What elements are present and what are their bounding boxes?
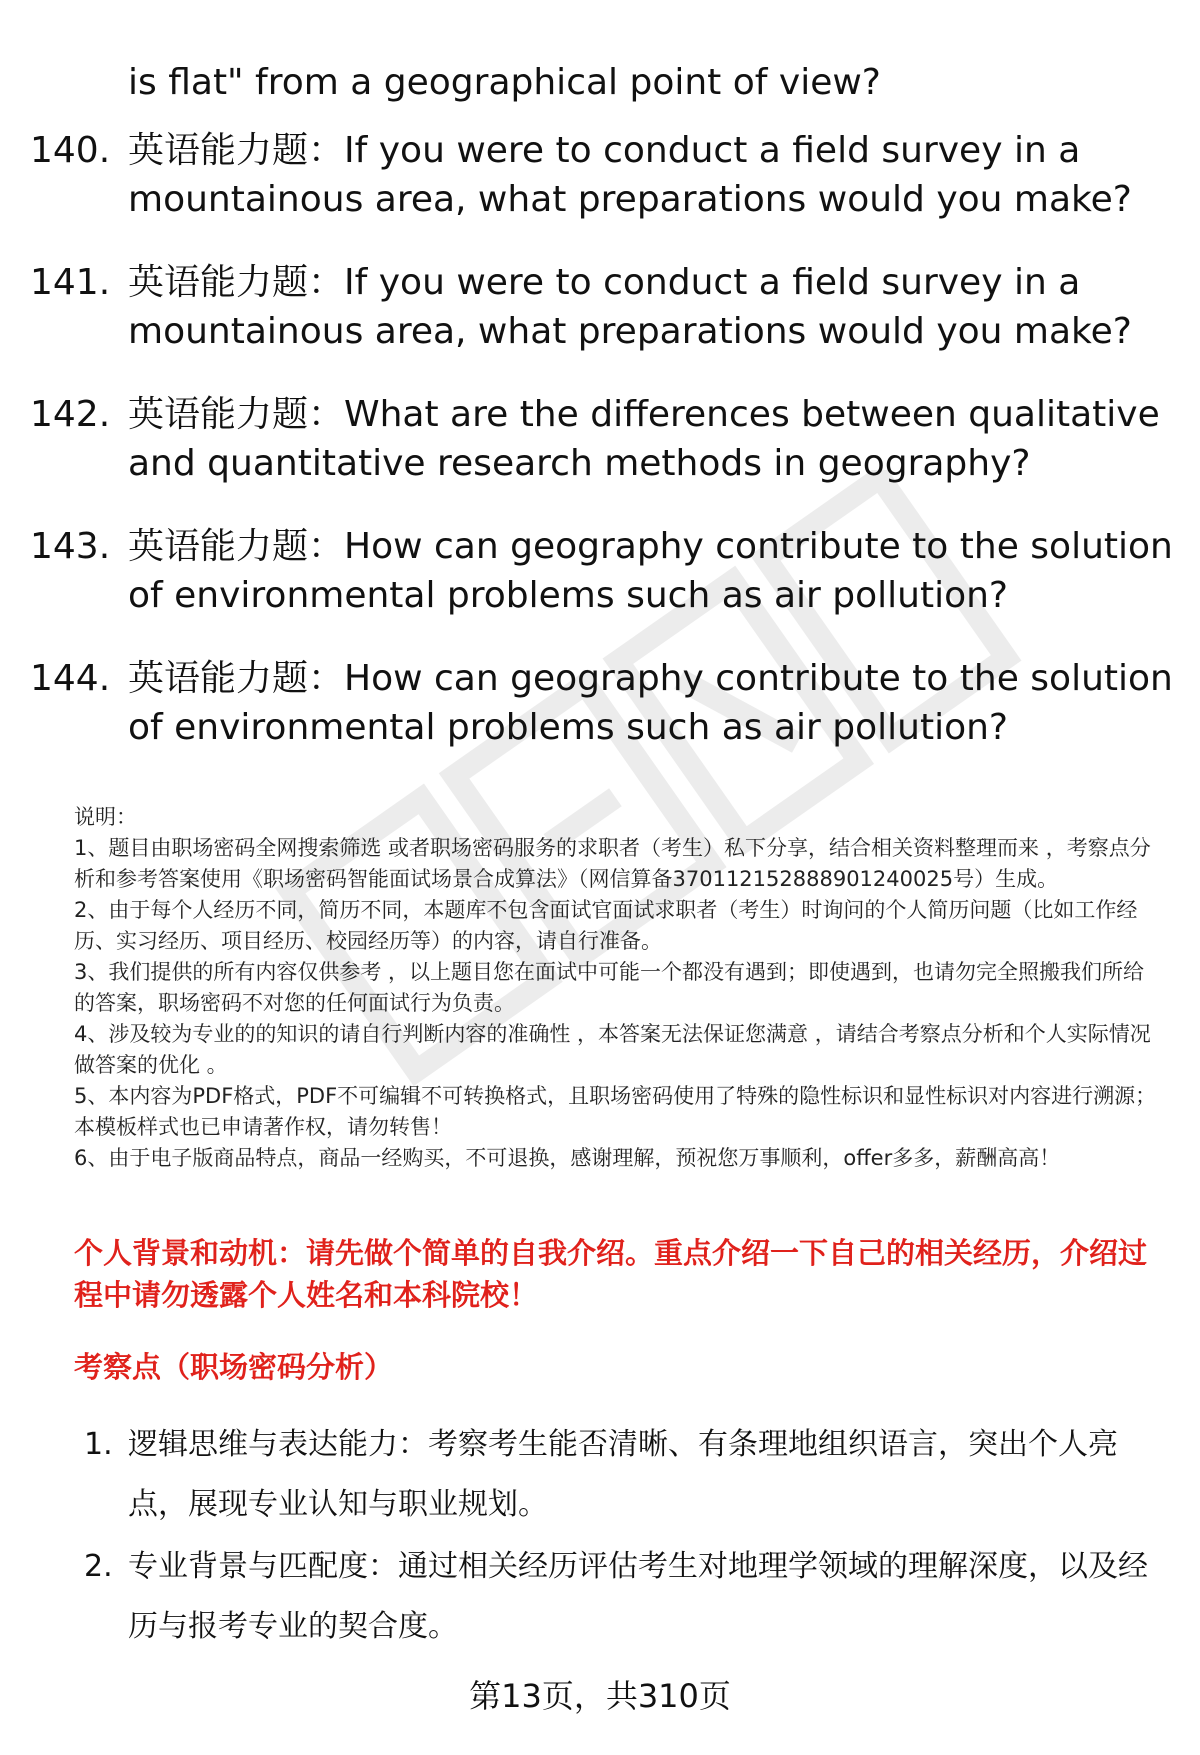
point-text: 专业背景与匹配度：通过相关经历评估考生对地理学领域的理解深度，以及经历与报考专业的契合度。 [128, 1549, 1148, 1644]
note-item: 6、由于电子版商品特点，商品一经购买，不可退换，感谢理解，预祝您万事顺利，offer多多，薪酬高高！ [74, 1146, 1061, 1170]
note-item: 5、本内容为PDF格式，PDF不可编辑不可转换格式，且职场密码使用了特殊的隐性标识和显性标识对内容进行溯源；本模板样式也已申请著作权，请勿转售！ [74, 1084, 1157, 1139]
note-item: 2、由于每个人经历不同，简历不同，本题库不包含面试官面试求职者（考生）时询问的个人简历问题（比如工作经历、实习经历、项目经历、校园经历等）的内容，请自行准备。 [74, 898, 1138, 953]
question-number: 141. [30, 262, 111, 303]
question-text: 英语能力题：If you were to conduct a field survey in a mountainous area, what preparations would you make? [128, 130, 1132, 220]
note-item: 1、题目由职场密码全网搜索筛选 或者职场密码服务的求职者（考生）私下分享，结合相关资料整理而来 ，考察点分析和参考答案使用《职场密码智能面试场景合成算法》（网信算备370112152888901240025号）生成。 [74, 836, 1151, 891]
question-number: 143. [30, 526, 111, 567]
section-heading: 个人背景和动机：请先做个简单的自我介绍。重点介绍一下自己的相关经历，介绍过程中请勿透露个人姓名和本科院校！ [74, 1236, 1148, 1312]
section-subheading: 考察点（职场密码分析） [74, 1350, 394, 1384]
question-number: 140. [30, 130, 111, 171]
note-item: 4、涉及较为专业的的知识的请自行判断内容的准确性 ，本答案无法保证您满意 ，请结合考察点分析和个人实际情况做答案的优化 。 [74, 1022, 1151, 1077]
point-number: 1. [84, 1427, 113, 1462]
question-text: 英语能力题：How can geography contribute to the solution of environmental problems such as air pollution? [128, 526, 1173, 616]
note-item: 3、我们提供的所有内容仅供参考 ，以上题目您在面试中可能一个都没有遇到；即使遇到，也请勿完全照搬我们所给的答案，职场密码不对您的任何面试行为负责。 [74, 960, 1145, 1015]
notes-title: 说明： [74, 805, 137, 829]
notes-section [74, 802, 1160, 1174]
question-continuation: is flat" from a geographical point of view? [128, 62, 881, 103]
page-footer: 第13页，共310页 [469, 1677, 731, 1715]
question-number: 144. [30, 658, 111, 699]
question-number: 142. [30, 394, 111, 435]
question-text: 英语能力题：How can geography contribute to the solution of environmental problems such as air pollution? [128, 658, 1173, 748]
question-text: 英语能力题：What are the differences between qualitative and quantitative research methods in geography? [128, 394, 1160, 484]
question-text: 英语能力题：If you were to conduct a field survey in a mountainous area, what preparations would you make? [128, 262, 1132, 352]
point-number: 2. [84, 1549, 113, 1584]
point-text: 逻辑思维与表达能力：考察考生能否清晰、有条理地组织语言，突出个人亮点，展现专业认知与职业规划。 [128, 1427, 1118, 1522]
